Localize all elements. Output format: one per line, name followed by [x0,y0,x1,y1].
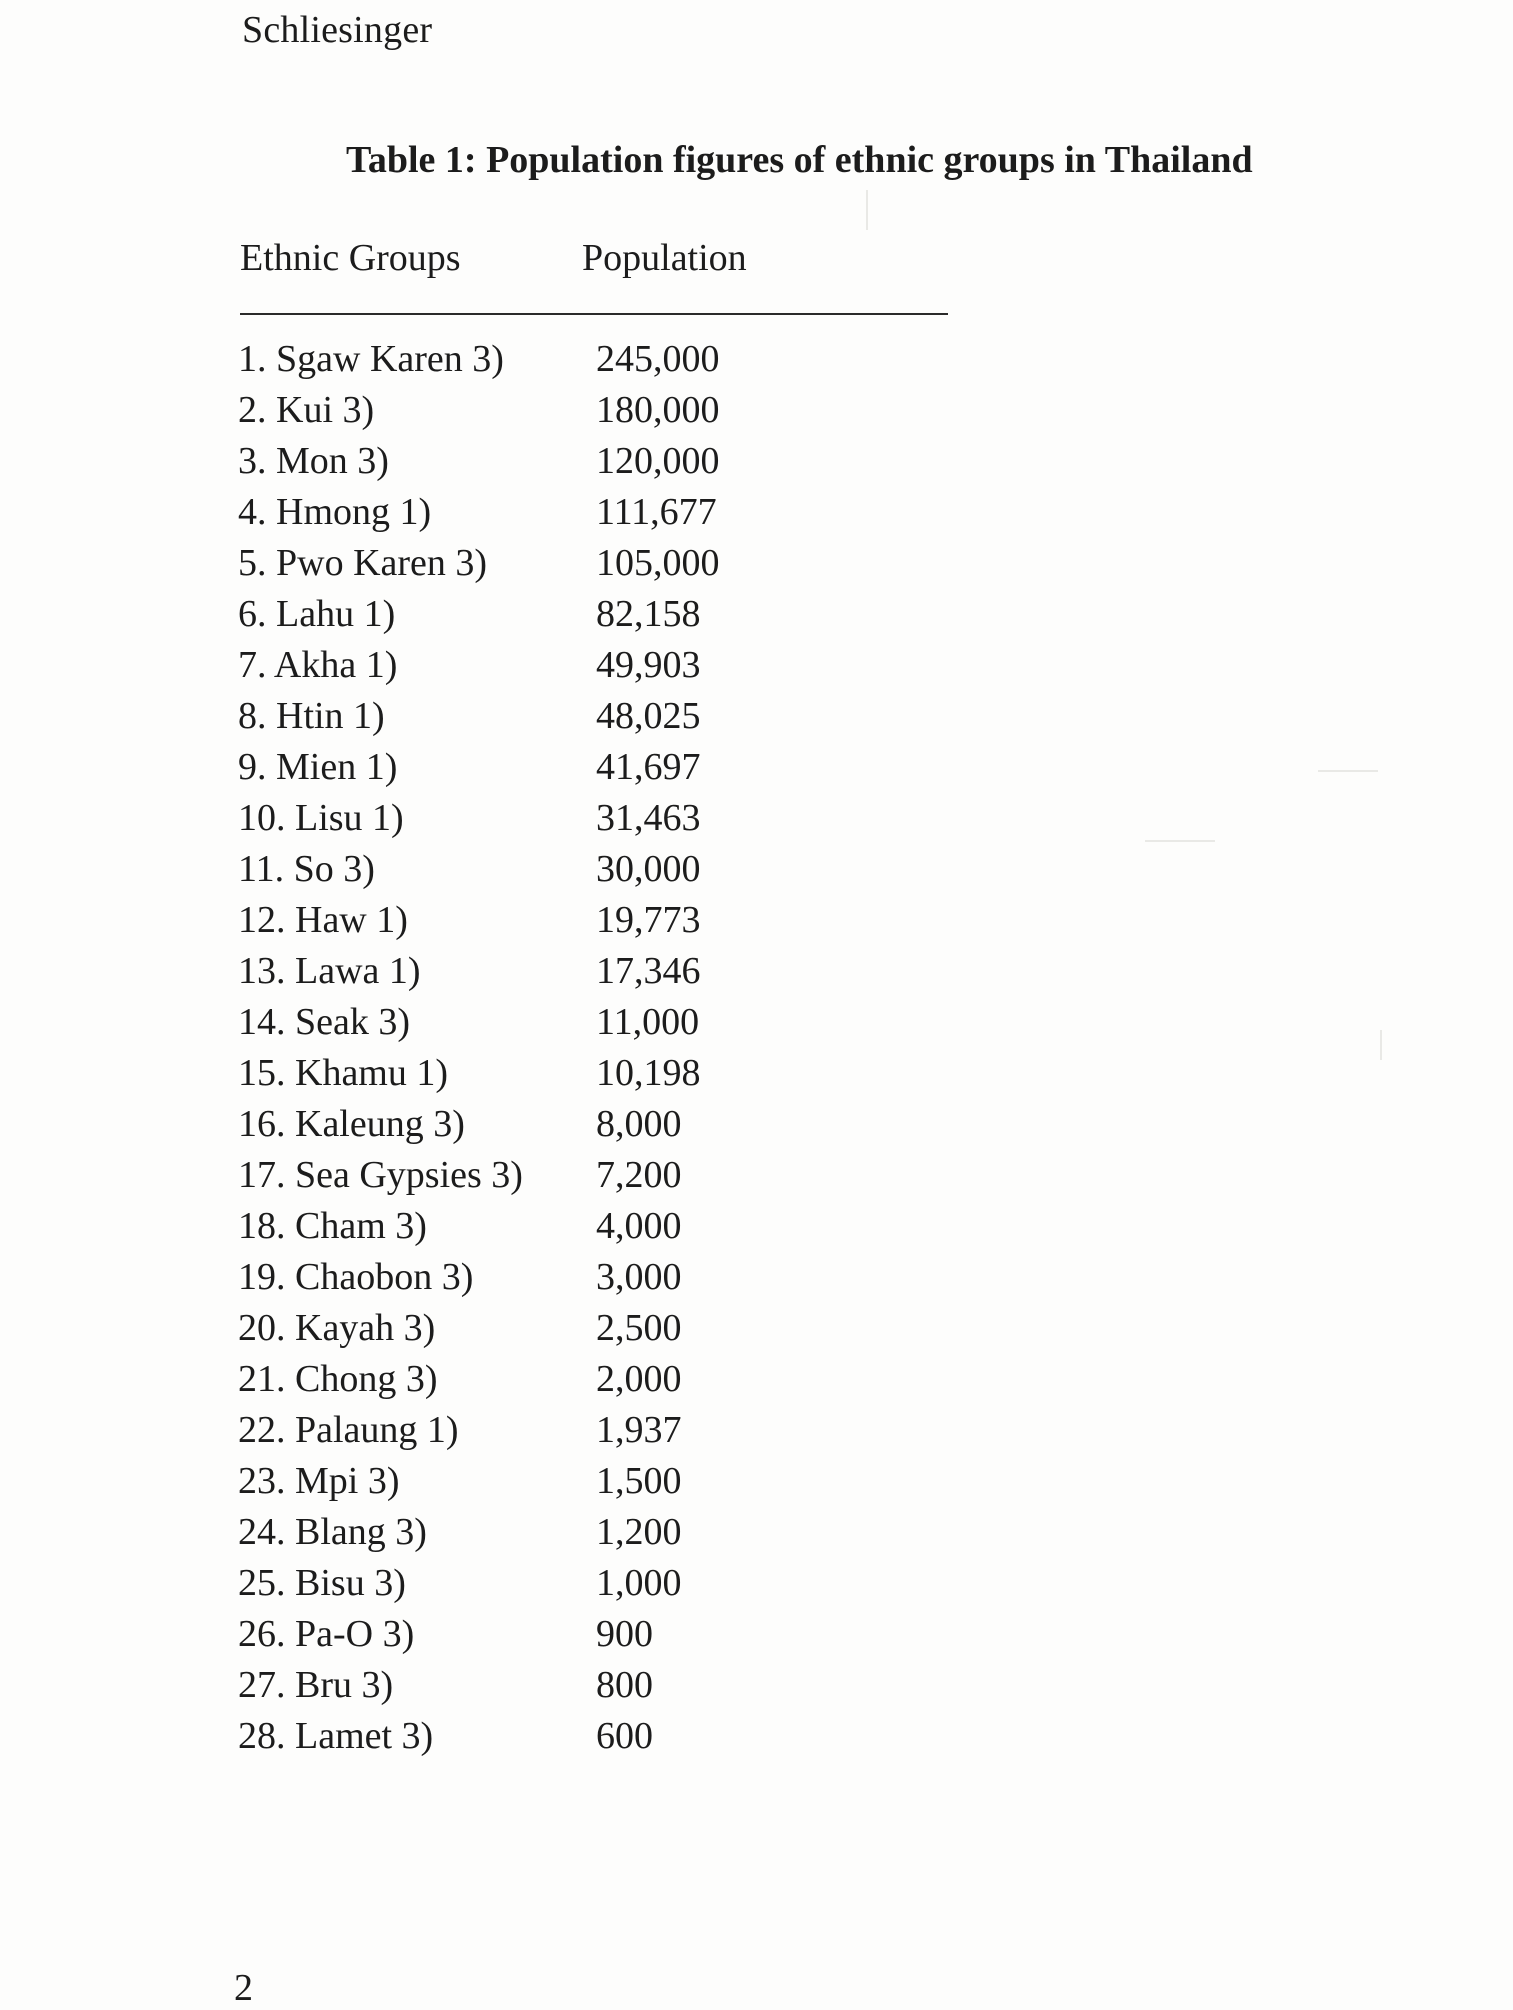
ethnic-group-name: 25. Bisu 3) [238,1562,406,1604]
page-number: 2 [234,1967,253,2009]
table-row [0,1150,1000,1201]
population-value: 1,500 [596,1460,682,1502]
population-value: 82,158 [596,593,701,635]
population-value: 4,000 [596,1205,682,1247]
table-row [0,436,1000,487]
table-row [0,1354,1000,1405]
population-value: 10,198 [596,1052,701,1094]
population-value: 30,000 [596,848,701,890]
table-row [0,997,1000,1048]
scan-mark [866,190,868,230]
population-value: 1,200 [596,1511,682,1553]
ethnic-group-name: 24. Blang 3) [238,1511,427,1553]
population-value: 48,025 [596,695,701,737]
population-value: 180,000 [596,389,720,431]
ethnic-group-name: 16. Kaleung 3) [238,1103,465,1145]
table-row [0,742,1000,793]
table-row [0,1252,1000,1303]
table-row [0,589,1000,640]
table-row [0,538,1000,589]
population-value: 2,000 [596,1358,682,1400]
ethnic-group-name: 5. Pwo Karen 3) [238,542,488,584]
ethnic-group-name: 1. Sgaw Karen 3) [238,338,504,380]
ethnic-group-name: 18. Cham 3) [238,1205,427,1247]
ethnic-group-name: 3. Mon 3) [238,440,389,482]
column-header-population: Population [582,237,747,279]
table-row [0,1405,1000,1456]
population-value: 800 [596,1664,653,1706]
scan-mark [1380,1030,1382,1060]
ethnic-group-name: 20. Kayah 3) [238,1307,436,1349]
table-row [0,1456,1000,1507]
ethnic-group-name: 14. Seak 3) [238,1001,411,1043]
ethnic-group-name: 11. So 3) [238,848,375,890]
table-row [0,1507,1000,1558]
population-value: 900 [596,1613,653,1655]
table-row [0,793,1000,844]
ethnic-group-name: 21. Chong 3) [238,1358,438,1400]
header-rule [240,313,948,315]
table-row [0,844,1000,895]
table-row [0,1660,1000,1711]
ethnic-group-name: 12. Haw 1) [238,899,408,941]
population-value: 17,346 [596,950,701,992]
ethnic-group-name: 8. Htin 1) [238,695,385,737]
ethnic-group-name: 4. Hmong 1) [238,491,432,533]
table-row [0,1048,1000,1099]
population-value: 8,000 [596,1103,682,1145]
ethnic-group-name: 2. Kui 3) [238,389,375,431]
running-head: Schliesinger [242,9,433,51]
population-value: 1,000 [596,1562,682,1604]
population-value: 7,200 [596,1154,682,1196]
ethnic-group-name: 17. Sea Gypsies 3) [238,1154,523,1196]
table-row [0,640,1000,691]
ethnic-group-name: 28. Lamet 3) [238,1715,434,1757]
table-title: Table 1: Population figures of ethnic groups in Thailand [346,139,1253,181]
table-row [0,691,1000,742]
ethnic-group-name: 7. Akha 1) [238,644,398,686]
ethnic-group-name: 19. Chaobon 3) [238,1256,474,1298]
table-row [0,1609,1000,1660]
scan-mark [1318,770,1378,772]
population-value: 31,463 [596,797,701,839]
ethnic-group-name: 6. Lahu 1) [238,593,396,635]
scan-mark [1145,840,1215,842]
table-body [0,334,1000,1762]
table-row [0,1303,1000,1354]
population-value: 111,677 [596,491,717,533]
table-row [0,1201,1000,1252]
ethnic-group-name: 10. Lisu 1) [238,797,404,839]
table-row [0,385,1000,436]
population-value: 19,773 [596,899,701,941]
table-row [0,946,1000,997]
ethnic-group-name: 26. Pa-O 3) [238,1613,415,1655]
population-value: 49,903 [596,644,701,686]
population-value: 245,000 [596,338,720,380]
population-value: 1,937 [596,1409,682,1451]
column-header-ethnic-groups: Ethnic Groups [240,237,461,279]
ethnic-group-name: 15. Khamu 1) [238,1052,449,1094]
population-value: 3,000 [596,1256,682,1298]
population-value: 105,000 [596,542,720,584]
ethnic-group-name: 27. Bru 3) [238,1664,394,1706]
population-value: 11,000 [596,1001,700,1043]
ethnic-group-name: 23. Mpi 3) [238,1460,400,1502]
table-row [0,895,1000,946]
population-value: 120,000 [596,440,720,482]
table-row [0,487,1000,538]
table-row [0,1558,1000,1609]
ethnic-group-name: 13. Lawa 1) [238,950,421,992]
population-value: 2,500 [596,1307,682,1349]
ethnic-group-name: 22. Palaung 1) [238,1409,459,1451]
table-row [0,334,1000,385]
table-row [0,1711,1000,1762]
ethnic-group-name: 9. Mien 1) [238,746,398,788]
population-value: 600 [596,1715,653,1757]
table-row [0,1099,1000,1150]
population-value: 41,697 [596,746,701,788]
